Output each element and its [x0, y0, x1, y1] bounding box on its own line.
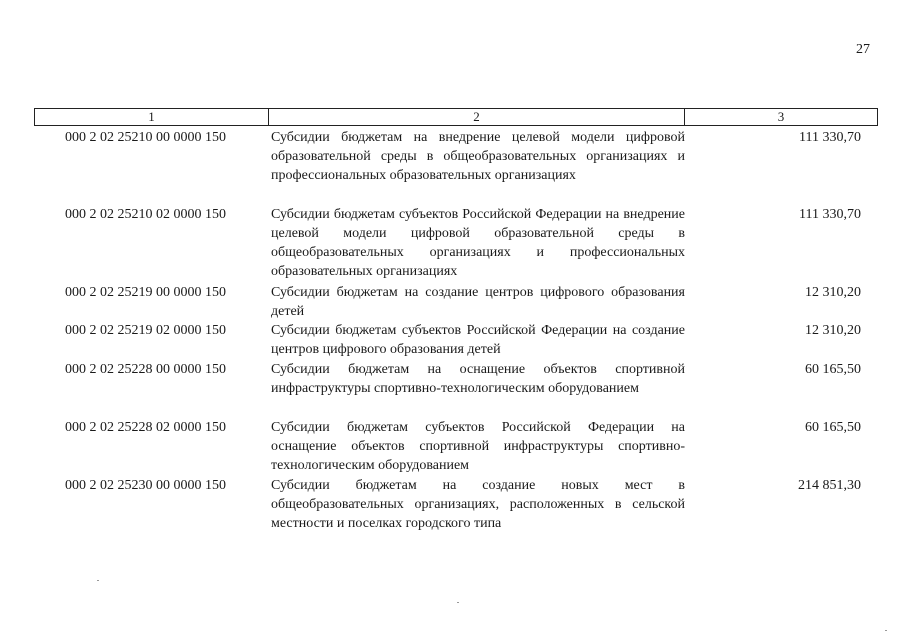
budget-code: 000 2 02 25219 02 0000 150 [65, 323, 226, 338]
budget-description: Субсидии бюджетам на создание центров цифрового образования детей [271, 285, 685, 319]
budget-code: 000 2 02 25228 02 0000 150 [65, 420, 226, 435]
budget-code: 000 2 02 25230 00 0000 150 [65, 478, 226, 493]
budget-amount: 214 851,30 [798, 478, 861, 493]
budget-amount: 111 330,70 [799, 207, 861, 222]
budget-amount: 60 165,50 [805, 420, 861, 435]
column-header-1: 1 [35, 109, 269, 126]
budget-description: Субсидии бюджетам на внедрение целевой модели цифровой образовательной среды в общеобразовательных организациях и профессиональных образовательных организациях [271, 130, 685, 183]
scan-speck [97, 580, 99, 581]
budget-amount: 60 165,50 [805, 362, 861, 377]
budget-amount: 12 310,20 [805, 285, 861, 300]
budget-description: Субсидии бюджетам субъектов Российской Федерации на внедрение целевой модели цифровой образовательной среды в общеобразовательных организациях и профессиональных образовательных организациях [271, 207, 685, 279]
budget-amount: 12 310,20 [805, 323, 861, 338]
page-number: 27 [856, 42, 870, 57]
budget-description: Субсидии бюджетам на создание новых мест в общеобразовательных организациях, расположенных в сельской местности и поселках городского типа [271, 478, 685, 531]
scan-speck [457, 602, 459, 603]
budget-amount: 111 330,70 [799, 130, 861, 145]
budget-code: 000 2 02 25228 00 0000 150 [65, 362, 226, 377]
budget-code: 000 2 02 25210 02 0000 150 [65, 207, 226, 222]
column-header-3: 3 [685, 109, 878, 126]
budget-code: 000 2 02 25210 00 0000 150 [65, 130, 226, 145]
budget-code: 000 2 02 25219 00 0000 150 [65, 285, 226, 300]
scan-speck [885, 630, 887, 631]
budget-description: Субсидии бюджетам субъектов Российской Федерации на создание центров цифрового образования детей [271, 323, 685, 357]
table-header [34, 108, 878, 126]
budget-description: Субсидии бюджетам субъектов Российской Федерации на оснащение объектов спортивной инфраструктуры спортивно-технологическим оборудованием [271, 420, 685, 473]
budget-description: Субсидии бюджетам на оснащение объектов спортивной инфраструктуры спортивно-технологическим оборудованием [271, 362, 685, 396]
column-header-2: 2 [269, 109, 685, 126]
